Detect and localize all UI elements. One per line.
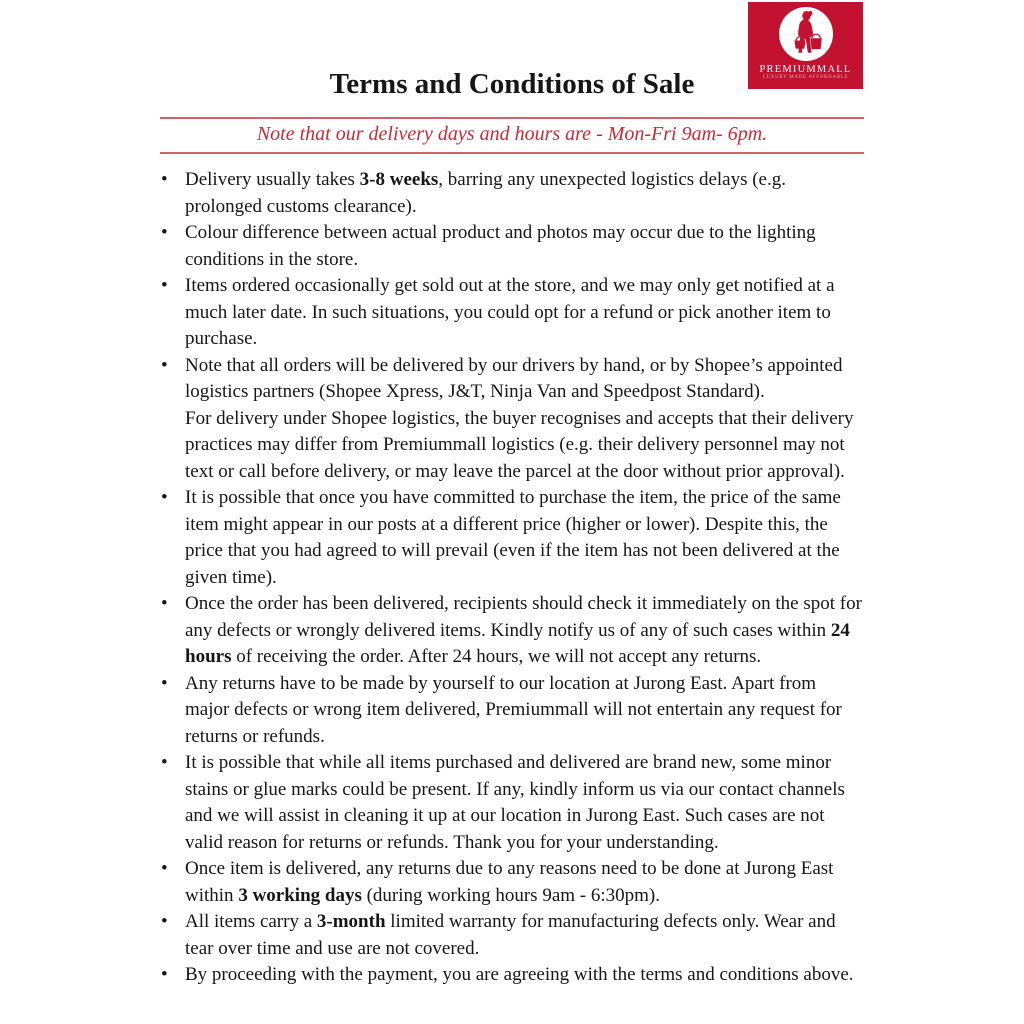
- logo-circle: [779, 7, 833, 61]
- term-item: • Colour difference between actual product and photos may occur due to the lighting conditions in the store.: [160, 220, 865, 273]
- term-item: • It is possible that once you have committed to purchase the item, the price of the same item might appear in our posts at a different price (higher or lower). Despite this, the price that you had agreed to will prevail (even if the item has not been delivered at the given time).: [160, 485, 865, 591]
- terms-list: [160, 167, 865, 989]
- term-item: • It is possible that while all items purchased and delivered are brand new, some minor stains or glue marks could be present. If any, kindly inform us via our contact channels and we will assist in cleaning it up at our location in Jurong East. Such cases are not valid reason for returns or refunds. Thank you for your understanding.: [160, 750, 865, 856]
- term-item: • By proceeding with the payment, you are agreeing with the terms and conditions above.: [160, 962, 865, 989]
- term-item: • Delivery usually takes 3-8 weeks, barring any unexpected logistics delays (e.g. prolonged customs clearance).: [160, 167, 865, 220]
- logo-tagline-text: LUXURY MADE AFFORDABLE: [762, 75, 849, 80]
- term-item: • Once item is delivered, any returns due to any reasons need to be done at Jurong East within 3 working days (during working hours 9am - 6:30pm).: [160, 856, 865, 909]
- delivery-notice: Note that our delivery days and hours are - Mon-Fri 9am- 6pm.: [160, 117, 864, 154]
- premiummall-logo: [748, 2, 863, 89]
- term-item: • Note that all orders will be delivered by our drivers by hand, or by Shopee’s appointed logistics partners (Shopee Xpress, J&T, Ninja Van and Speedpost Standard). For delivery under Shopee logistics, the buyer recognises and accepts that their delivery practices may differ from Premiummall logistics (e.g. their delivery personnel may not text or call before delivery, or may leave the parcel at the door without prior approval).: [160, 353, 865, 486]
- page-title: Terms and Conditions of Sale: [329, 68, 695, 100]
- shopper-silhouette-icon: [779, 7, 833, 61]
- term-item: • Items ordered occasionally get sold out at the store, and we may only get notified at a much later date. In such situations, you could opt for a refund or pick another item to purchase.: [160, 273, 865, 353]
- term-item: • Any returns have to be made by yourself to our location at Jurong East. Apart from major defects or wrong item delivered, Premiummall will not entertain any request for returns or refunds.: [160, 671, 865, 751]
- logo-brand-text: PREMIUMMALL: [759, 64, 852, 75]
- term-item: • All items carry a 3-month limited warranty for manufacturing defects only. Wear and tear over time and use are not covered.: [160, 909, 865, 962]
- term-item: • Once the order has been delivered, recipients should check it immediately on the spot for any defects or wrongly delivered items. Kindly notify us of any of such cases within 24 hours of receiving the order. After 24 hours, we will not accept any returns.: [160, 591, 865, 671]
